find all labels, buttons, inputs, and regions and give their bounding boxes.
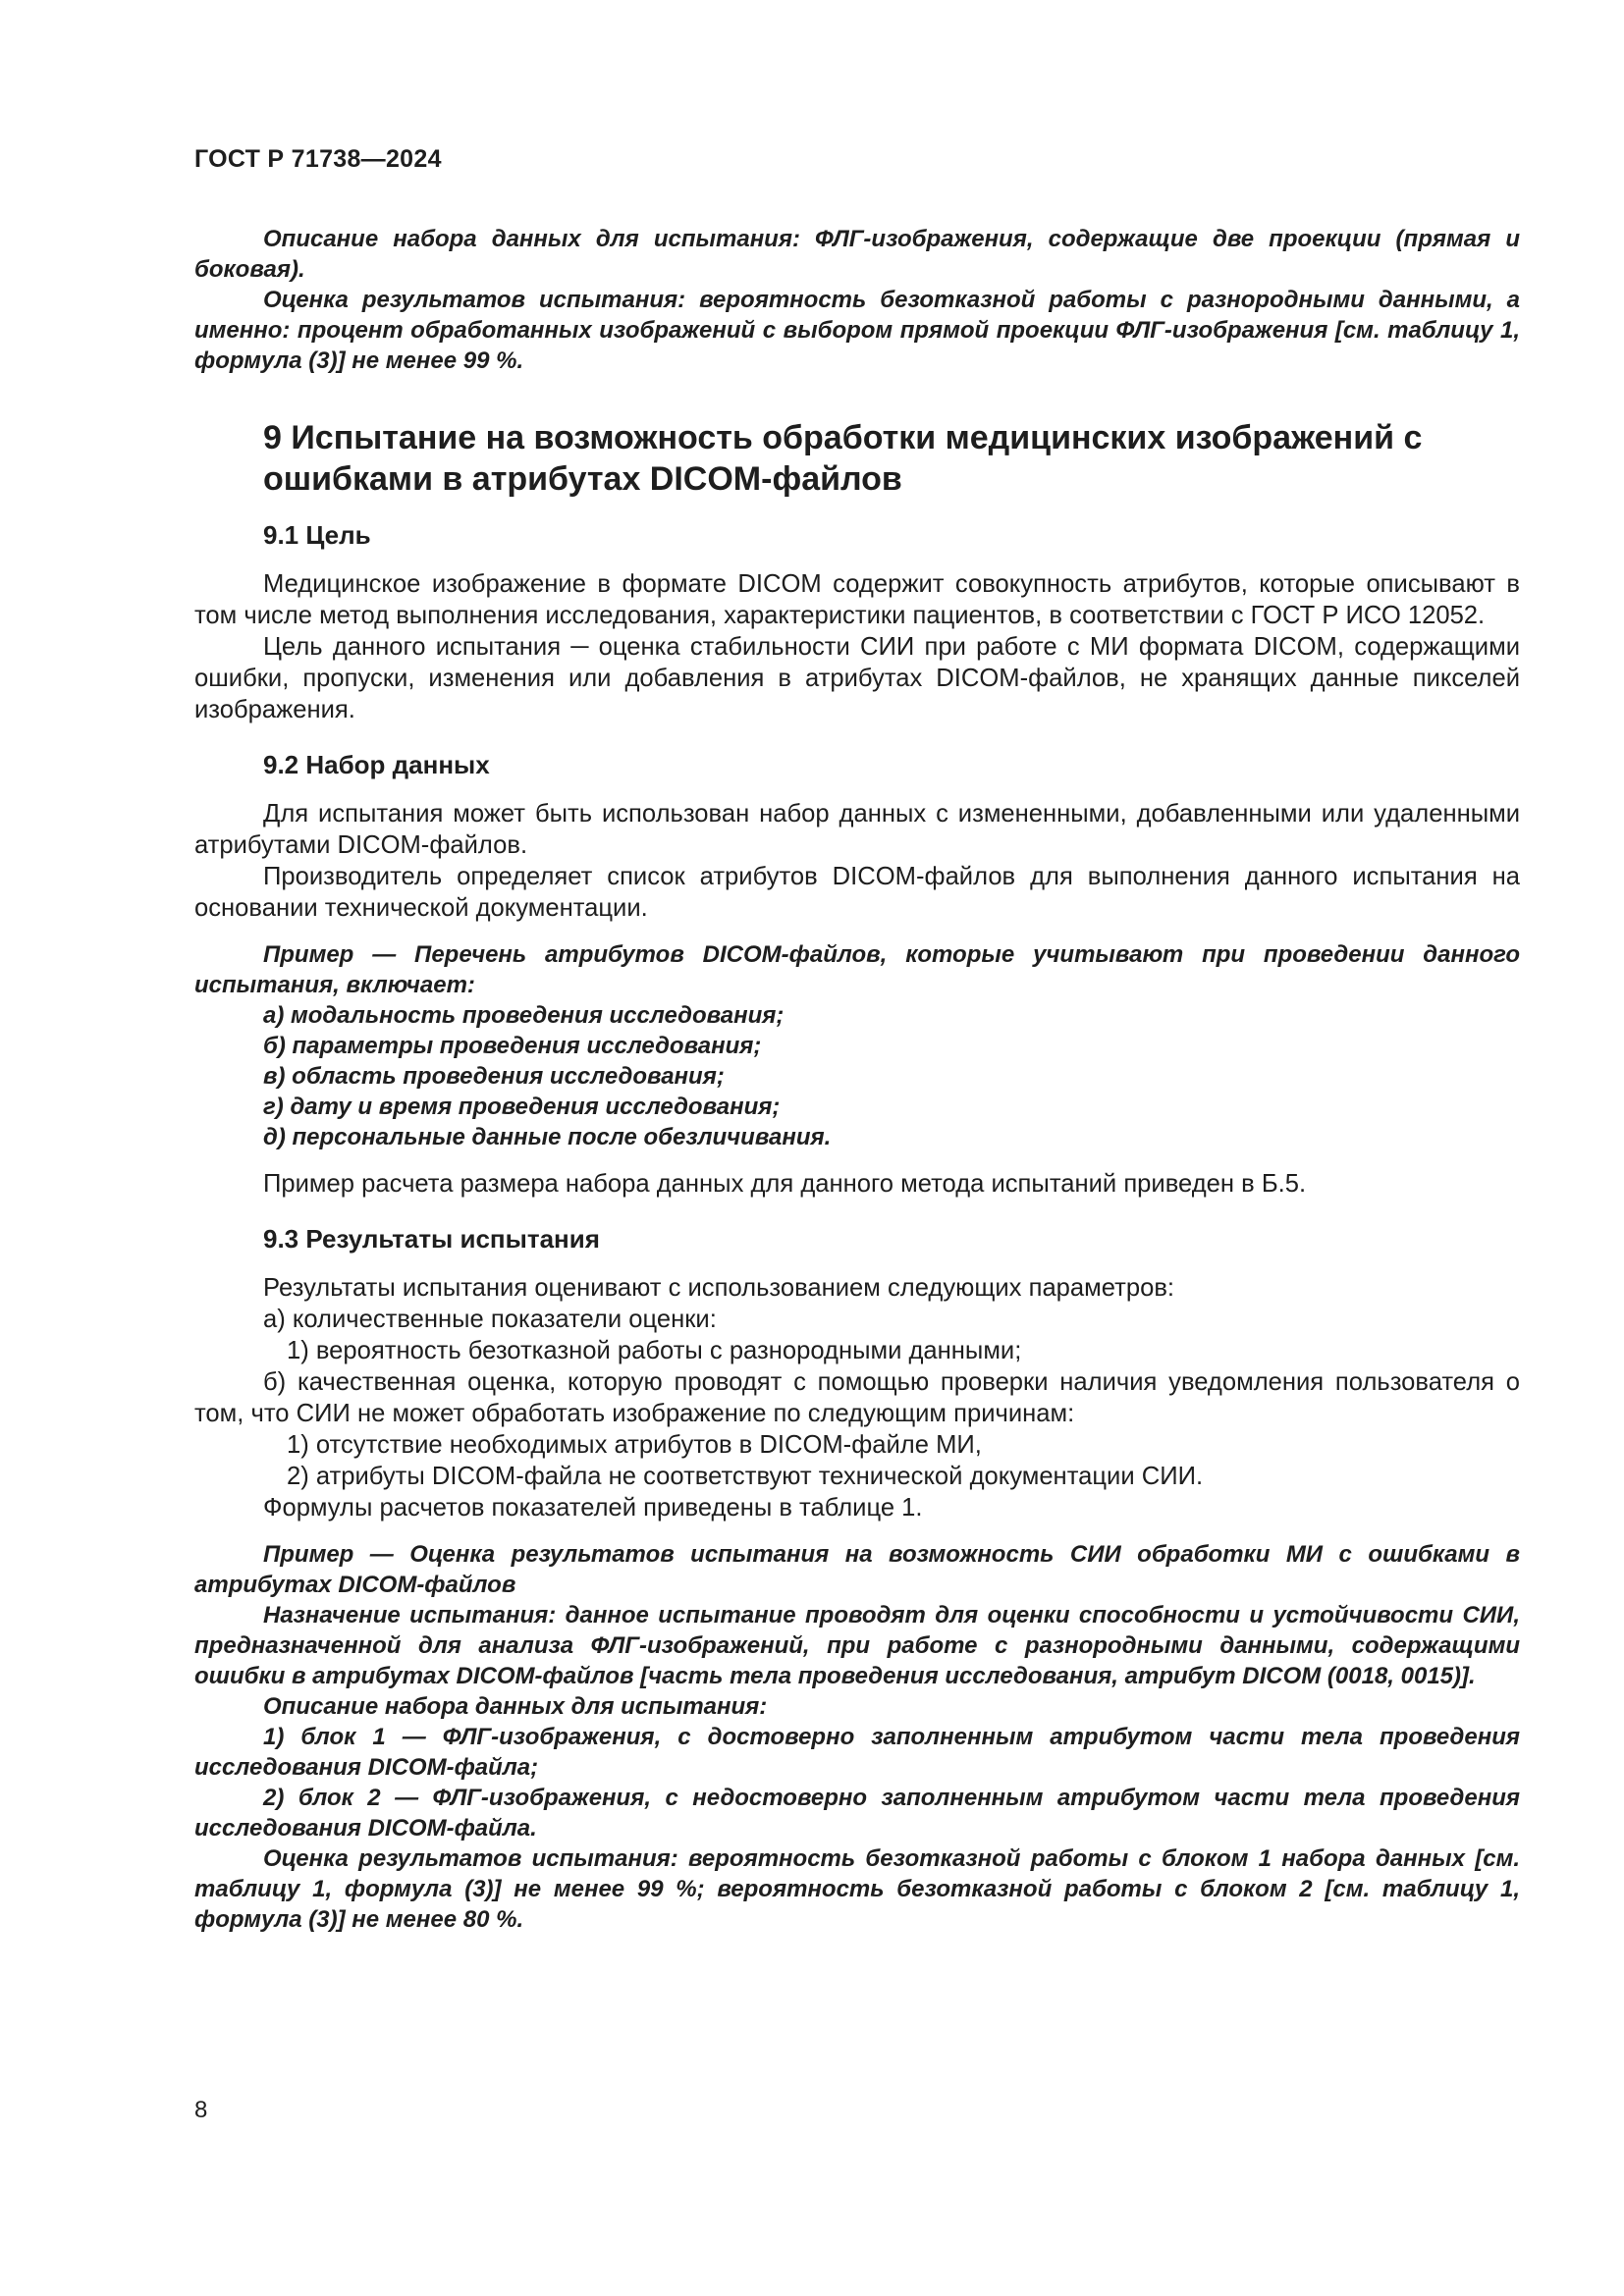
spacer <box>194 551 1520 568</box>
example-evaluation: Оценка результатов испытания: вероятность безотказной работы с блоком 1 набора данных [см. таблицу 1, формула (3)] не менее 99 %; вероятность безотказной работы с блоком 2 [см. таблицу 1, формула (3)] не менее 80 %. <box>194 1845 1520 1933</box>
list-item: б) параметры проведения исследования; <box>263 1033 762 1059</box>
goal-paragraph-2: Цель данного испытания ─ оценка стабильности СИИ при работе с МИ формата DICOM, содержащими ошибки, пропуски, изменения или добавления в атрибутах DICOM-файлов, не хранящих данные пикселей изображения. <box>194 633 1520 723</box>
dataset-paragraph-2: Производитель определяет список атрибутов DICOM-файлов для выполнения данного испытания на основании технической документации. <box>194 863 1520 922</box>
standard-code: ГОСТ Р 71738—2024 <box>194 145 442 173</box>
list-item: г) дату и время проведения исследования; <box>263 1094 781 1120</box>
dataset-paragraph-1: Для испытания может быть использован набор данных с измененными, добавленными или удаленными атрибутами DICOM-файлов. <box>194 800 1520 859</box>
spacer <box>194 1200 1520 1223</box>
section-title: 9 Испытание на возможность обработки медицинских изображений с ошибками в атрибутах DICOM-файлов <box>263 419 1423 498</box>
results-evaluation: Оценка результатов испытания: вероятность безотказной работы с разнородными данными, а именно: процент обработанных изображений с выбором прямой проекции ФЛГ-изображения [см. таблицу 1, формула (3)] не менее 99 %. <box>194 287 1520 374</box>
results-item-b2: 2) атрибуты DICOM-файла не соответствуют технической документации СИИ. <box>287 1463 1204 1490</box>
spacer <box>194 500 1520 519</box>
subsection-title-dataset: 9.2 Набор данных <box>263 750 490 779</box>
results-item-b: б) качественная оценка, которую проводят с помощью проверки наличия уведомления пользователя о том, что СИИ не может обработать изображение по следующим причинам: <box>194 1368 1520 1427</box>
page-content <box>194 224 1520 1935</box>
spacer <box>194 376 1520 417</box>
spacer <box>194 1152 1520 1168</box>
subsection-title-results: 9.3 Результаты испытания <box>263 1224 600 1254</box>
goal-paragraph-1: Медицинское изображение в формате DICOM содержит совокупность атрибутов, которые описывают в том числе метод выполнения исследования, характеристики пациентов, в соответствии с ГОСТ Р ИСО 12052. <box>194 570 1520 629</box>
example-block-1: 1) блок 1 — ФЛГ-изображения, с достоверно заполненным атрибутом части тела проведения исследования DICOM-файла; <box>194 1724 1520 1781</box>
example-purpose: Назначение испытания: данное испытание проводят для оценки способности и устойчивости СИИ, предназначенной для анализа ФЛГ-изображений, при работе с разнородными данными, содержащими ошибки в атрибутах DICOM-файлов [часть тела проведения исследования, атрибут DICOM (0018, 0015)]. <box>194 1602 1520 1689</box>
results-item-b1: 1) отсутствие необходимых атрибутов в DICOM-файле МИ, <box>287 1431 982 1459</box>
results-paragraph-2: Формулы расчетов показателей приведены в таблице 1. <box>263 1494 923 1522</box>
list-item: д) персональные данные после обезличивания. <box>263 1124 832 1150</box>
results-item-a: а) количественные показатели оценки: <box>263 1306 717 1333</box>
spacer <box>194 924 1520 939</box>
list-item: в) область проведения исследования; <box>263 1063 725 1090</box>
results-paragraph-1: Результаты испытания оценивают с использованием следующих параметров: <box>263 1274 1175 1302</box>
list-item: а) модальность проведения исследования; <box>263 1002 785 1029</box>
example-dataset-heading: Описание набора данных для испытания: <box>263 1693 768 1720</box>
dataset-description: Описание набора данных для испытания: ФЛГ-изображения, содержащие две проекции (прямая и боковая). <box>194 226 1520 283</box>
page-number: 8 <box>194 2097 208 2123</box>
spacer <box>194 725 1520 749</box>
dataset-paragraph-3: Пример расчета размера набора данных для данного метода испытаний приведен в Б.5. <box>263 1170 1307 1198</box>
example-intro: Пример — Перечень атрибутов DICOM-файлов, которые учитывают при проведении данного испытания, включает: <box>194 941 1520 998</box>
subsection-title-goal: 9.1 Цель <box>263 520 371 550</box>
spacer <box>194 1523 1520 1539</box>
example-block-2: 2) блок 2 — ФЛГ-изображения, с недостоверно заполненным атрибутом части тела проведения исследования DICOM-файла. <box>194 1785 1520 1842</box>
example-title: Пример — Оценка результатов испытания на возможность СИИ обработки МИ с ошибками в атрибутах DICOM-файлов <box>194 1541 1520 1598</box>
spacer <box>194 1255 1520 1272</box>
results-item-a1: 1) вероятность безотказной работы с разнородными данными; <box>287 1337 1022 1364</box>
spacer <box>194 780 1520 798</box>
